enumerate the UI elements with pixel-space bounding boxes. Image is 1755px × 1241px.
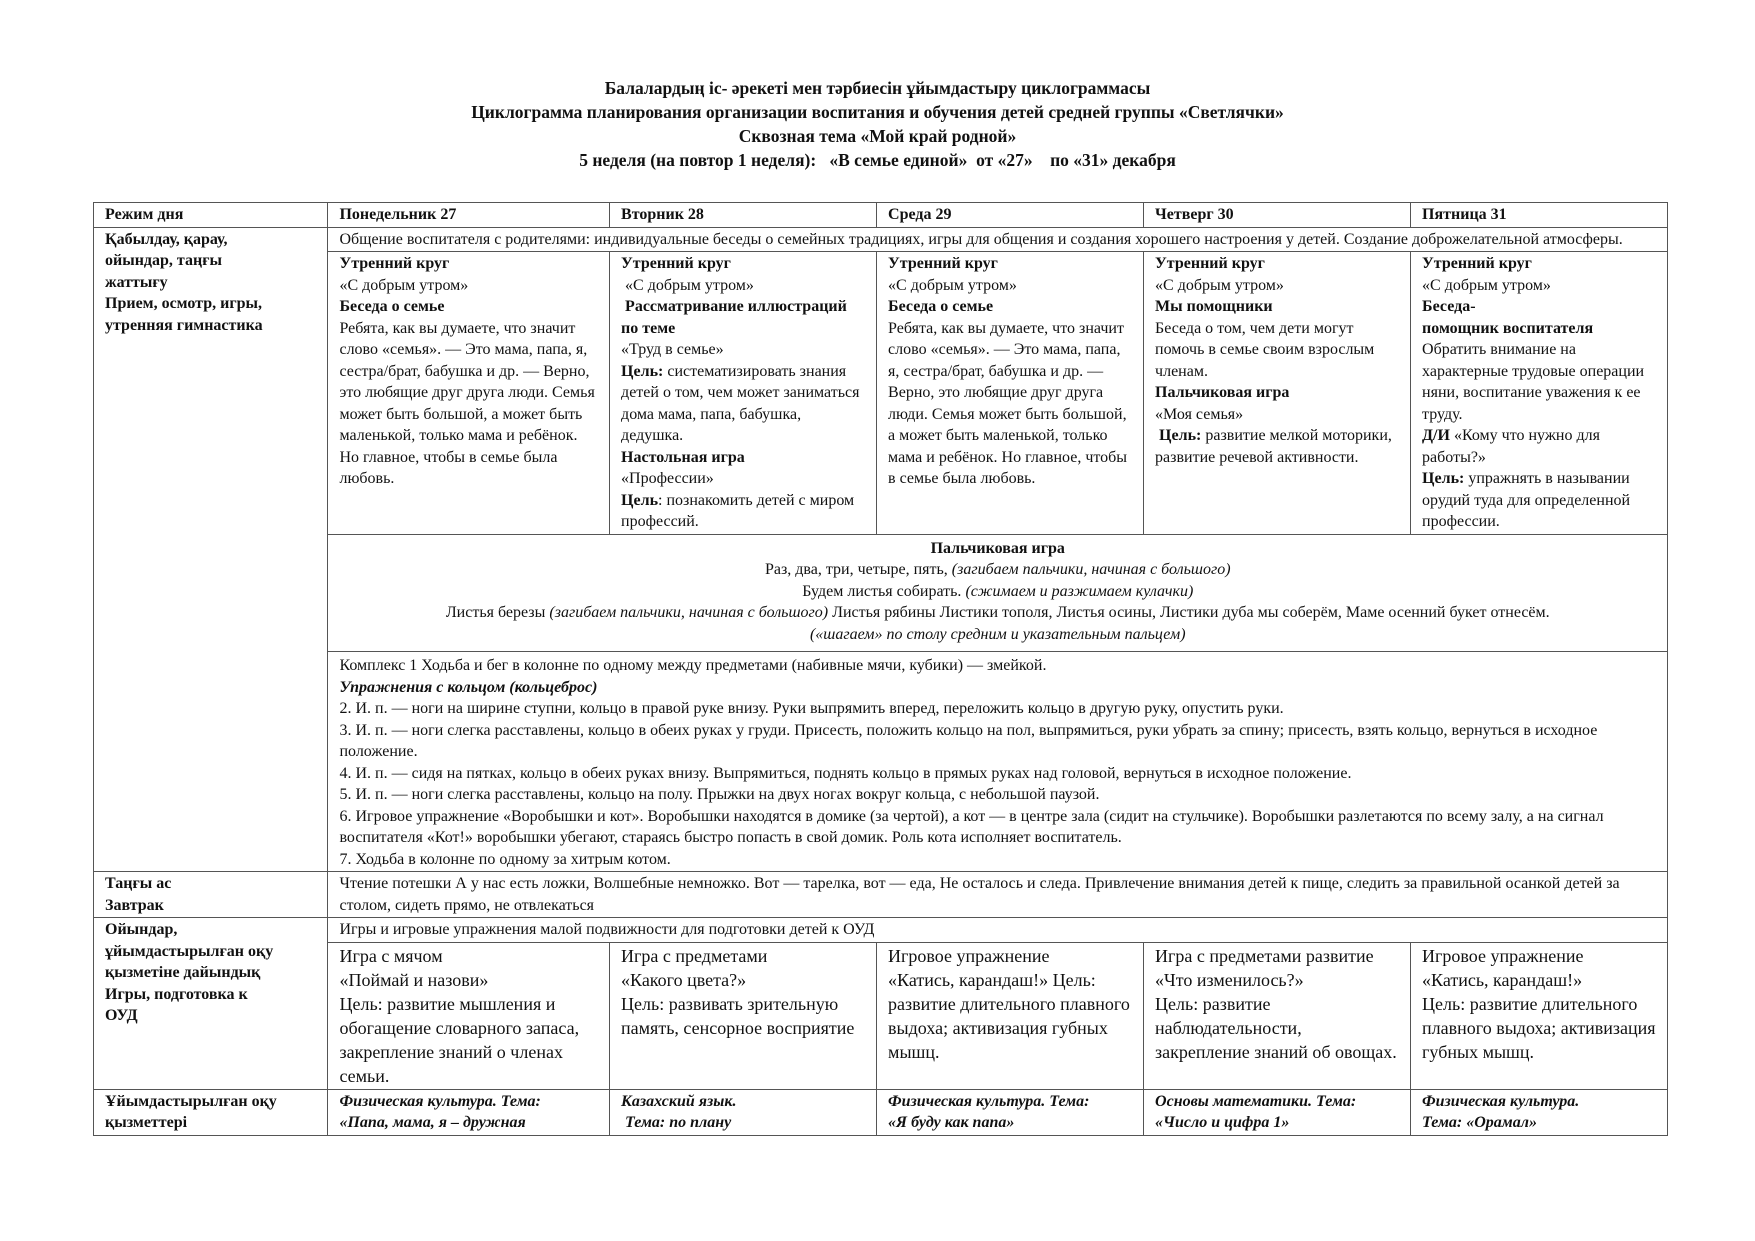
finger-game: Пальчиковая игра Раз, два, три, четыре, пять, (загибаем пальчики, начиная с большого) Будем листья собирать. (сжимаем и разжимаем кулачки) Листья березы (загибаем пальчики, начиная с большого) Листья рябины Листики тополя, Листья осины, Листики дуба мы соберём, Маме осенний букет отнесём. («шагаем» по столу средним и указательным пальцем) [328,534,1668,652]
org-wednesday: Физическая культура. Тема: «Я буду как папа» [877,1089,1144,1135]
morning-circle-wednesday: Утренний круг «С добрым утром» Беседа о семье Ребята, как вы думаете, что значит слово «семья». — Это мама, папа, я, сестра/брат, бабушка и др. — Верно, это любящие друг друга люди. Семья может быть большой, а может быть маленькой, только мама и ребёнок. Но главное, чтобы в семье была любовь. [877,252,1144,535]
header-wednesday: Среда 29 [877,203,1144,228]
exercise-item: 2. И. п. — ноги на ширине ступни, кольцо в правой руке внизу. Руки выпрямить вперед, переложить кольцо в другую руку, опустить руки. [339,700,1284,717]
games-tuesday: Игра с предметами «Какого цвета?» Цель: развивать зрительную память, сенсорное восприятие [610,942,877,1089]
document-titles [0,76,1755,172]
gymnastics-complex: Комплекс 1 Ходьба и бег в колонне по одному между предметами (набивные мячи, кубики) — змейкой. Упражнения с кольцом (кольцеброс) 2. И. п. — ноги на ширине ступни, кольцо в правой руке внизу. Руки выпрямить вперед, переложить кольцо в другую руку, опустить руки. 3. И. п. — ноги слегка расставлены, кольцо в обеих руках у груди. Присесть, положить кольцо на пол, выпрямиться, руки убрать за спину; присесть, взять кольцо, вернуться в исходное положение. 4. И. п. — сидя на пятках, кольцо в обеих руках внизу. Выпрямиться, поднять кольцо в прямых руках над головой, вернуться в исходное положение. 5. И. п. — ноги слегка расставлены, кольцо на полу. Прыжки на двух ногах вокруг кольца, с небольшой паузой. 6. Игровое упражнение «Воробышки и кот». Воробышки находятся в домике (за чертой), а кот — в центре зала (сидит на стульчике). Воробышки разлетаются по всему залу, а на сигнал воспитателя «Кот!» воробышки убегают, стараясь быстро попасть в свой домик. Роль кота исполняет воспитатель. 7. Ходьба в колонне по одному за хитрым котом. [328,652,1668,872]
header-row [94,203,1668,228]
title-kazakh: Балалардың іс- әрекеті мен тәрбиесін ұйымдастыру циклограммасы [604,78,1151,98]
header-tuesday: Вторник 28 [610,203,877,228]
org-monday: Физическая культура. Тема: «Папа, мама, я – дружная [328,1089,610,1135]
morning-circle-thursday: Утренний круг «С добрым утром» Мы помощники Беседа о том, чем дети могут помочь в семье своим взрослым членам. Пальчиковая игра «Моя семья» Цель: развитие мелкой моторики, развитие речевой активности. [1144,252,1411,535]
reception-label: Қабылдау, қарау, ойындар, таңғы жаттығу Прием, осмотр, игры, утренняя гимнастика [94,227,328,872]
org-thursday: Основы математики. Тема: «Число и цифра 1» [1144,1089,1411,1135]
morning-circle-monday: Утренний круг «С добрым утром» Беседа о семье Ребята, как вы думаете, что значит слово «семья». — Это мама, папа, я, сестра/брат, бабушка и др. — Верно, это любящие друг друга люди. Семья может быть большой, а может быть маленькой, только мама и ребёнок. Но главное, чтобы в семье была любовь. [328,252,610,535]
reception-communication-row [94,227,1668,252]
org-tuesday: Казахский язык. Тема: по плану [610,1089,877,1135]
header-thursday: Четверг 30 [1144,203,1411,228]
games-wednesday: Игровое упражнение «Катись, карандаш!» Цель: развитие длительного плавного выдоха; активизация губных мышц. [877,942,1144,1089]
games-row [94,942,1668,1089]
breakfast-text: Чтение потешки А у нас есть ложки, Волшебные немножко. Вот — тарелка, вот — еда, Не осталось и следа. Привлечение внимания детей к пище, следить за правильной осанкой детей за столом, сидеть прямо, не отвлекаться [328,872,1668,918]
exercise-item: 3. И. п. — ноги слегка расставлены, кольцо в обеих руках у груди. Присесть, положить кольцо на пол, выпрямиться, руки убрать за спину; присесть, взять кольцо, вернуться в исходное положение. [339,721,1598,760]
games-monday: Игра с мячом «Поймай и назови» Цель: развитие мышления и обогащение словарного запаса, закрепление знаний о членах семьи. [328,942,610,1089]
parent-communication: Общение воспитателя с родителями: индивидуальные беседы о семейных традициях, игры для общения и создания хорошего настроения у детей. Создание доброжелательной атмосферы. [328,227,1668,252]
header-regime: Режим дня [94,203,328,228]
morning-circle-row [94,252,1668,535]
org-friday: Физическая культура. Тема: «Орамал» [1411,1089,1668,1135]
games-thursday: Игра с предметами развитие «Что изменилось?» Цель: развитие наблюдательности, закрепление знаний об овощах. [1144,942,1411,1089]
breakfast-label: Таңғы ас Завтрак [94,872,328,918]
exercise-item: 7. Ходьба в колонне по одному за хитрым котом. [339,850,671,868]
header-friday: Пятница 31 [1411,203,1668,228]
theme-title: Сквозная тема «Мой край родной» [738,126,1017,146]
week-title: 5 неделя (на повтор 1 неделя): «В семье единой» от «27» по «31» декабря [579,150,1176,170]
games-intro: Игры и игровые упражнения малой подвижности для подготовки детей к ОУД [328,918,1668,943]
title-russian: Циклограмма планирования организации воспитания и обучения детей средней группы «Светлячки» [471,102,1284,122]
breakfast-row [94,872,1668,918]
org-activities-label: Ұйымдастырылған оқу қызметтері [94,1089,328,1135]
gymnastics-row [94,652,1668,872]
morning-circle-friday: Утренний круг «С добрым утром» Беседа- помощник воспитателя Обратить внимание на характерные трудовые операции няни, воспитание уважения к ее труду. Д/И «Кому что нужно для работы?» Цель: упражнять в назывании орудий туда для определенной профессии. [1411,252,1668,535]
finger-game-row [94,534,1668,652]
games-label: Ойындар, ұйымдастырылған оқу қызметіне дайындық Игры, подготовка к ОУД [94,918,328,1090]
games-intro-row [94,918,1668,943]
cyclogram-table [93,202,1668,1136]
header-monday: Понедельник 27 [328,203,610,228]
exercise-item: 6. Игровое упражнение «Воробышки и кот». Воробышки находятся в домике (за чертой), а кот — в центре зала (сидит на стульчике). Воробышки разлетаются по всему залу, а на сигнал воспитателя «Кот!» воробышки убегают, стараясь быстро попасть в свой домик. Роль кота исполняет воспитатель. [339,807,1604,846]
games-friday: Игровое упражнение «Катись, карандаш!» Цель: развитие длительного плавного выдоха; активизация губных мышц. [1411,942,1668,1089]
morning-circle-tuesday: Утренний круг «С добрым утром» Рассматривание иллюстраций по теме «Труд в семье» Цель: систематизировать знания детей о том, чем может заниматься дома мама, папа, бабушка, дедушка. Настольная игра «Профессии» Цель: познакомить детей с миром профессий. [610,252,877,535]
finger-game-title: Пальчиковая игра [930,539,1065,557]
exercise-item: 4. И. п. — сидя на пятках, кольцо в обеих руках внизу. Выпрямиться, поднять кольцо в прямых руках над головой, вернуться в исходное положение. [339,764,1352,782]
exercise-item: 5. И. п. — ноги слегка расставлены, кольцо на полу. Прыжки на двух ногах вокруг кольца, с небольшой паузой. [339,786,1100,803]
org-activities-row [94,1089,1668,1135]
